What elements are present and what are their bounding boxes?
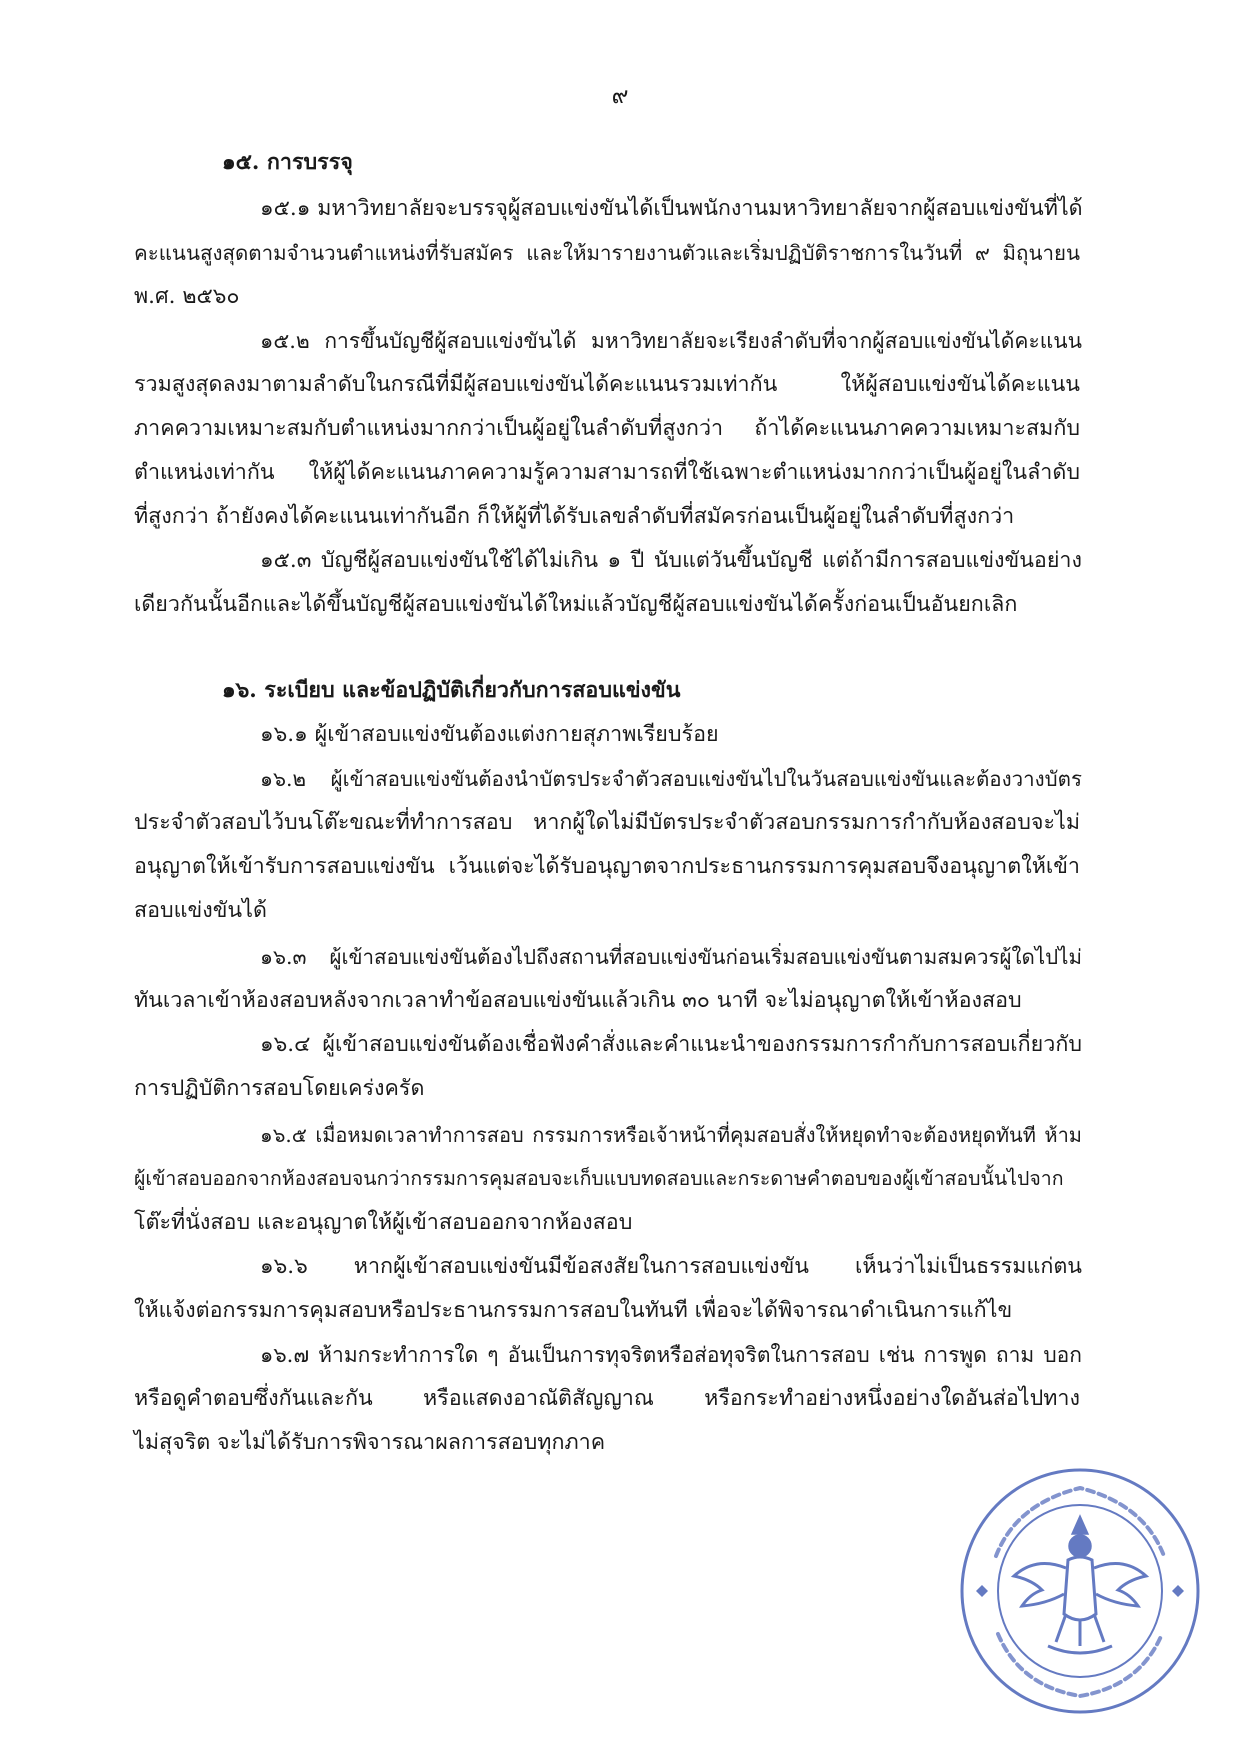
paragraph-line: ๑๖.๔ ผู้เข้าสอบแข่งขันต้องเชื่อฟังคำสั่งและคำแนะนำของกรรมการกำกับการสอบเกี่ยวกับ (260, 1032, 1082, 1057)
paragraph-line: ๑๕.๑ มหาวิทยาลัยจะบรรจุผู้สอบแข่งขันได้เป็นพนักงานมหาวิทยาลัยจากผู้สอบแข่งขันที่ได้ (260, 196, 1083, 221)
paragraph-line: ให้แจ้งต่อกรรมการคุมสอบหรือประธานกรรมการสอบในทันที เพื่อจะได้พิจารณาดำเนินการแก้ไข (134, 1298, 1013, 1323)
paragraph-line: เดียวกันนั้นอีกและได้ขึ้นบัญชีผู้สอบแข่งขันได้ใหม่แล้วบัญชีผู้สอบแข่งขันได้ครั้งก่อนเป็นอันยกเลิก (134, 592, 1018, 617)
paragraph-line: ๑๖.๑ ผู้เข้าสอบแข่งขันต้องแต่งกายสุภาพเรียบร้อย (260, 722, 719, 747)
paragraph-line: โต๊ะที่นั่งสอบ และอนุญาตให้ผู้เข้าสอบออกจากห้องสอบ (134, 1210, 633, 1235)
paragraph-line: การปฏิบัติการสอบโดยเคร่งครัด (134, 1076, 425, 1101)
paragraph-line: ที่สูงกว่า ถ้ายังคงได้คะแนนเท่ากันอีก ก็ให้ผู้ที่ได้รับเลขลำดับที่สมัครก่อนเป็นผู้อยู่ในลำดับที่สูงกว่า (134, 504, 1015, 529)
paragraph-line: ๑๖.๗ ห้ามกระทำการใด ๆ อันเป็นการทุจริตหรือส่อทุจริตในการสอบ เช่น การพูด ถาม บอก (260, 1343, 1082, 1367)
paragraph-line: ตำแหน่งเท่ากัน ให้ผู้ได้คะแนนภาคความรู้ความสามารถที่ใช้เฉพาะตำแหน่งมากกว่าเป็นผู้อยู่ในลำดับ (134, 460, 1080, 485)
paragraph-line: ประจำตัวสอบไว้บนโต๊ะขณะที่ทำการสอบ หากผู้ใดไม่มีบัตรประจำตัวสอบกรรมการกำกับห้องสอบจะไม่ (134, 810, 1080, 835)
section-heading: ๑๕. การบรรจุ (222, 150, 353, 175)
paragraph-line: หรือดูคำตอบซึ่งกันและกัน หรือแสดงอาณัติสัญญาณ หรือกระทำอย่างหนึ่งอย่างใดอันส่อไปทาง (134, 1386, 1080, 1411)
paragraph-line: พ.ศ. ๒๕๖๐ (134, 284, 240, 309)
paragraph-line: ๑๕.๒ การขึ้นบัญชีผู้สอบแข่งขันได้ มหาวิทยาลัยจะเรียงลำดับที่จากผู้สอบแข่งขันได้คะแนน (260, 329, 1082, 353)
paragraph-line: ๑๖.๒ ผู้เข้าสอบแข่งขันต้องนำบัตรประจำตัวสอบแข่งขันไปในวันสอบแข่งขันและต้องวางบัตร (260, 767, 1082, 791)
paragraph-line: ๑๕.๓ บัญชีผู้สอบแข่งขันใช้ได้ไม่เกิน ๑ ปี นับแต่วันขึ้นบัญชี แต่ถ้ามีการสอบแข่งขันอย่าง (260, 548, 1082, 573)
paragraph-line: รวมสูงสุดลงมาตามลำดับในกรณีที่มีผู้สอบแข่งขันได้คะแนนรวมเท่ากัน ให้ผู้สอบแข่งขันได้คะแนน (134, 372, 1080, 397)
section-heading: ๑๖. ระเบียบ และข้อปฏิบัติเกี่ยวกับการสอบแข่งขัน (222, 678, 681, 703)
paragraph-line: คะแนนสูงสุดตามจำนวนตำแหน่งที่รับสมัคร และให้มารายงานตัวและเริ่มปฏิบัติราชการในวันที่ ๙ มิถุนายน (134, 241, 1080, 265)
paragraph-line: ผู้เข้าสอบออกจากห้องสอบจนกว่ากรรมการคุมสอบจะเก็บแบบทดสอบและกระดาษคำตอบของผู้เข้าสอบนั้นไปจาก (134, 1167, 1064, 1190)
paragraph-line: ๑๖.๖ หากผู้เข้าสอบแข่งขันมีข้อสงสัยในการสอบแข่งขัน เห็นว่าไม่เป็นธรรมแก่ตน (260, 1254, 1082, 1279)
page-number: ๙ (611, 83, 629, 109)
paragraph-line: ๑๖.๕ เมื่อหมดเวลาทำการสอบ กรรมการหรือเจ้าหน้าที่คุมสอบสั่งให้หยุดทำจะต้องหยุดทันที ห้าม (260, 1123, 1082, 1147)
paragraph-line: ทันเวลาเข้าห้องสอบหลังจากเวลาทำข้อสอบแข่งขันแล้วเกิน ๓๐ นาที จะไม่อนุญาตให้เข้าห้องสอบ (134, 988, 1022, 1013)
paragraph-line: ไม่สุจริต จะไม่ได้รับการพิจารณาผลการสอบทุกภาค (134, 1430, 606, 1455)
paragraph-line: สอบแข่งขันได้ (134, 898, 267, 923)
paragraph-line: ๑๖.๓ ผู้เข้าสอบแข่งขันต้องไปถึงสถานที่สอบแข่งขันก่อนเริ่มสอบแข่งขันตามสมควรผู้ใดไปไม่ (260, 945, 1082, 969)
official-seal-stamp (956, 1464, 1204, 1718)
paragraph-line: อนุญาตให้เข้ารับการสอบแข่งขัน เว้นแต่จะได้รับอนุญาตจากประธานกรรมการคุมสอบจึงอนุญาตให้เข้า (134, 854, 1080, 879)
paragraph-line: ภาคความเหมาะสมกับตำแหน่งมากกว่าเป็นผู้อยู่ในลำดับที่สูงกว่า ถ้าได้คะแนนภาคความเหมาะสมกับ (134, 416, 1080, 441)
